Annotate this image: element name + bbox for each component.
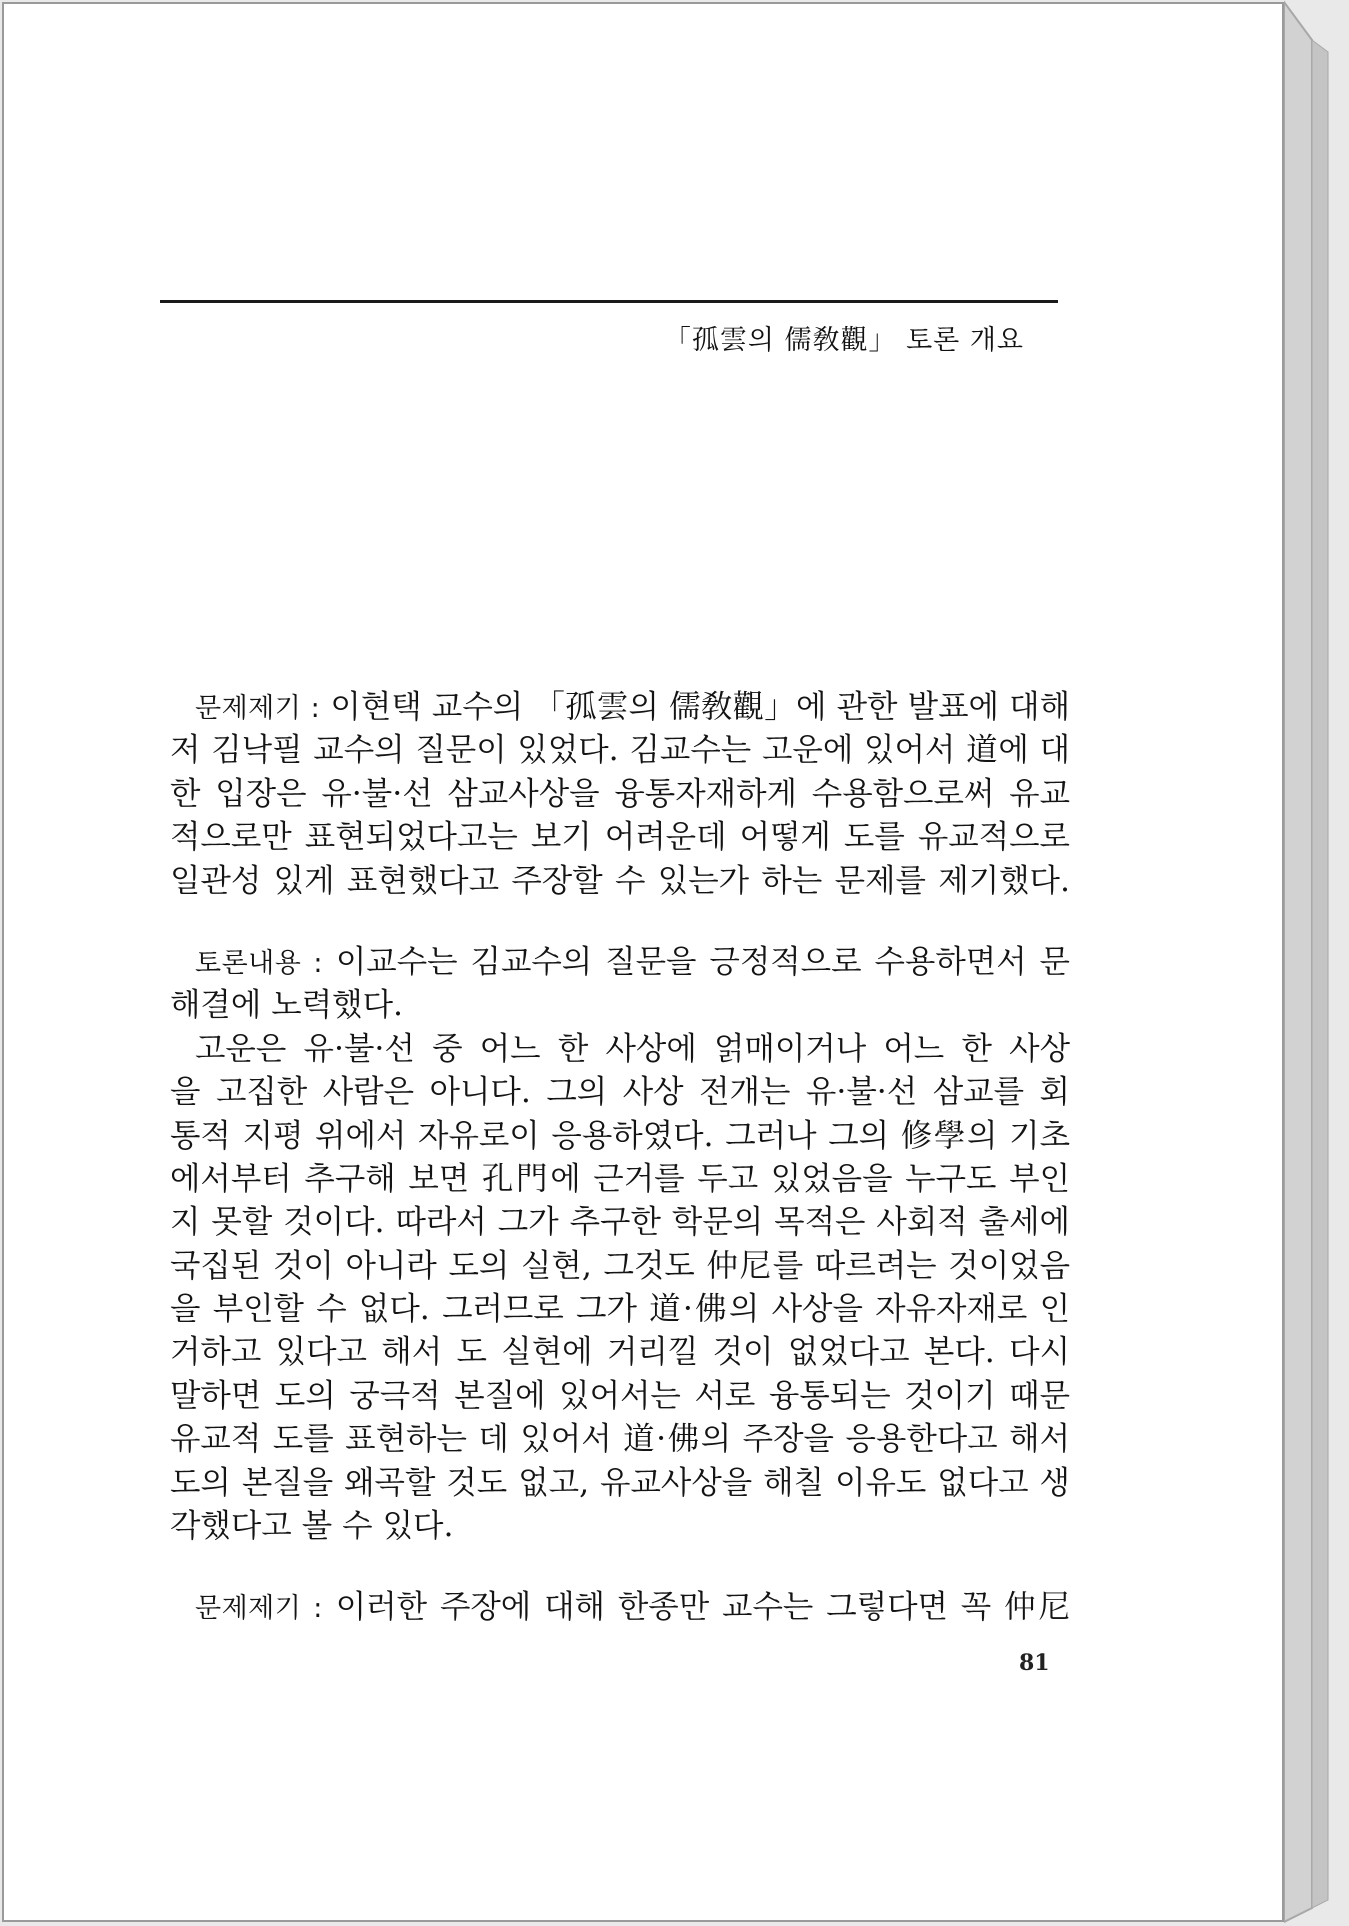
section-label: 문제제기 : [195, 1593, 323, 1625]
text-line: 을 고집한 사람은 아니다. 그의 사상 전개는 유·불·선 삼교를 회 [170, 1074, 1070, 1111]
running-header: 「孤雲의 儒敎觀」 토론 개요 [663, 325, 1024, 356]
text-line: 을 부인할 수 없다. 그러므로 그가 道·佛의 사상을 자유자재로 인 [170, 1291, 1070, 1328]
text-line: 에서부터 추구해 보면 孔門에 근거를 두고 있었음을 누구도 부인 [170, 1160, 1070, 1197]
page-edge-shadow [1284, 0, 1336, 1924]
page-number: 81 [1019, 1650, 1050, 1676]
text-line: 토론내용 : 이교수는 김교수의 질문을 긍정적으로 수용하면서 문 [195, 943, 1070, 980]
text-line: 문제제기 : 이러한 주장에 대해 한종만 교수는 그렇다면 꼭 仲尼 [195, 1589, 1070, 1626]
paragraph-discussion-body [170, 1028, 1070, 1549]
paragraph-problem-1 [170, 686, 1070, 903]
header-rule [160, 300, 1058, 303]
text-line: 각했다고 볼 수 있다. [170, 1508, 454, 1545]
text-line: 도의 본질을 왜곡할 것도 없고, 유교사상을 해칠 이유도 없다고 생 [170, 1464, 1070, 1501]
text-line: 적으로만 표현되었다고는 보기 어려운데 어떻게 도를 유교적으로 [170, 819, 1070, 856]
text-line: 거하고 있다고 해서 도 실현에 거리낄 것이 없었다고 본다. 다시 [170, 1334, 1070, 1371]
book-page [2, 2, 1284, 1922]
body-text [170, 686, 1070, 1630]
text-line: 해결에 노력했다. [170, 987, 404, 1024]
text-line: 한 입장은 유·불·선 삼교사상을 융통자재하게 수용함으로써 유교 [170, 775, 1070, 812]
text-line: 저 김낙필 교수의 질문이 있었다. 김교수는 고운에 있어서 道에 대 [170, 732, 1070, 769]
text-line: 문제제기 : 이현택 교수의 「孤雲의 儒敎觀」에 관한 발표에 대해 [195, 689, 1070, 725]
section-label: 문제제기 : [195, 693, 321, 724]
section-label: 토론내용 : [195, 947, 323, 979]
text-line: 통적 지평 위에서 자유로이 응용하였다. 그러나 그의 修學의 기초 [170, 1117, 1070, 1154]
text-line: 지 못할 것이다. 따라서 그가 추구한 학문의 목적은 사회적 출세에 [170, 1204, 1070, 1241]
text-line: 국집된 것이 아니라 도의 실현, 그것도 仲尼를 따르려는 것이었음 [170, 1247, 1070, 1284]
text-line: 고운은 유·불·선 중 어느 한 사상에 얽매이거나 어느 한 사상 [195, 1030, 1070, 1067]
paragraph-problem-2 [170, 1586, 1070, 1629]
text-line: 말하면 도의 궁극적 본질에 있어서는 서로 융통되는 것이기 때문 [170, 1377, 1070, 1414]
text-line: 일관성 있게 표현했다고 주장할 수 있는가 하는 문제를 제기했다. [170, 862, 1070, 899]
text-line: 유교적 도를 표현하는 데 있어서 道·佛의 주장을 응용한다고 해서 [170, 1421, 1070, 1458]
paragraph-discussion [170, 941, 1070, 1028]
